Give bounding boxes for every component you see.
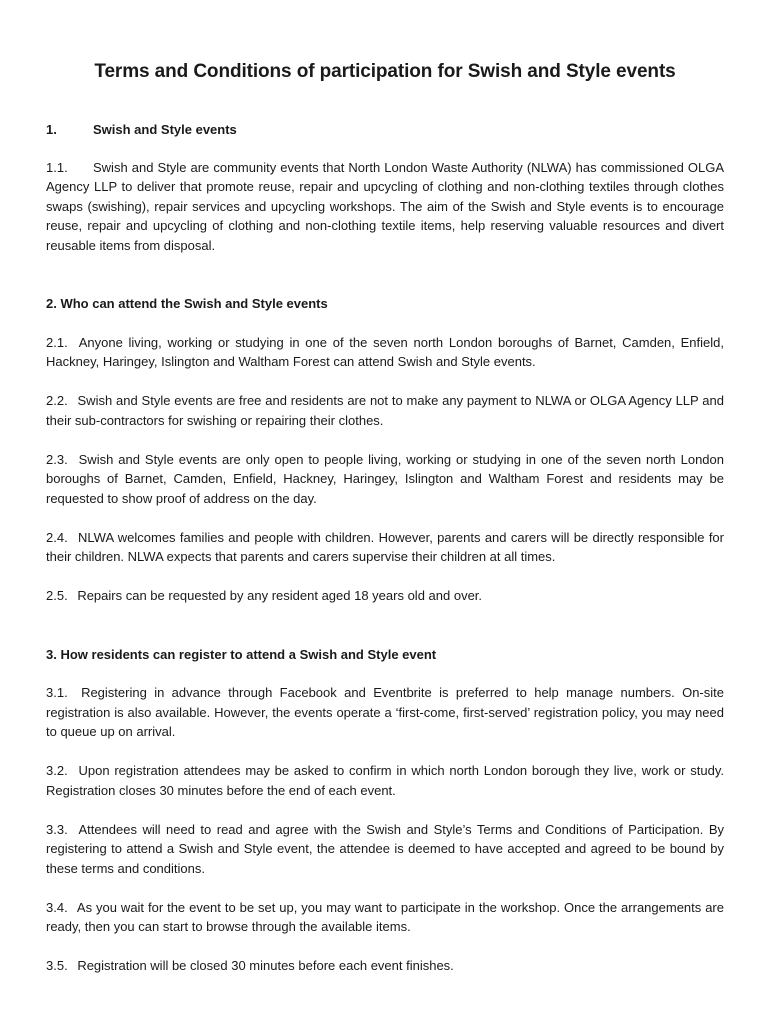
clause-1-1 xyxy=(46,158,724,256)
clause-3-1 xyxy=(46,683,724,742)
section-3-heading: 3. How residents can register to attend a Swish and Style event xyxy=(46,646,437,662)
section-1-number: 1. xyxy=(46,122,57,137)
clause-number: 2.4. xyxy=(46,529,68,545)
clause-3-5 xyxy=(46,956,724,976)
clause-number: 1.1. xyxy=(46,159,68,175)
clause-number: 3.1. xyxy=(46,685,68,700)
clause-3-2 xyxy=(46,761,724,800)
clause-2-1 xyxy=(46,333,724,372)
document-title: Terms and Conditions of participation for Swish and Style events xyxy=(94,61,676,82)
clause-number: 2.5. xyxy=(46,588,68,603)
clause-number: 3.4. xyxy=(46,899,68,915)
clause-number: 2.1. xyxy=(46,334,68,350)
clause-number: 3.2. xyxy=(46,763,68,778)
clause-number: 2.2. xyxy=(46,393,68,408)
clause-2-5 xyxy=(46,586,724,606)
clause-2-4 xyxy=(46,528,724,567)
clause-3-4 xyxy=(46,898,724,937)
clause-text: NLWA welcomes families and people with children. However, parents and carers will be directly responsible for their children. NLWA expects that parents and carers supervise their children at all times. xyxy=(46,529,724,564)
clause-text: Anyone living, working or studying in one of the seven north London boroughs of Barnet, Camden, Enfield, Hackney, Haringey, Islington and Waltham Forest can attend Swish and Style events. xyxy=(46,334,724,369)
clause-text: Registration will be closed 30 minutes before each event finishes. xyxy=(77,958,454,973)
section-2-heading: 2. Who can attend the Swish and Style events xyxy=(46,296,328,311)
section-1-title: Swish and Style events xyxy=(93,122,237,137)
clause-text: Swish and Style events are free and residents are not to make any payment to NLWA or OLGA Agency LLP and their sub-contractors for swishing or repairing their clothes. xyxy=(46,393,724,428)
clause-3-3 xyxy=(46,820,724,879)
clause-2-3 xyxy=(46,450,724,509)
clause-text: Swish and Style events are only open to people living, working or studying in one of the seven north London boroughs of Barnet, Camden, Enfield, Hackney, Haringey, Islington and Waltham Forest and residents may be requested to show proof of address on the day. xyxy=(46,451,724,506)
clause-text: Swish and Style are community events that North London Waste Authority (NLWA) has commissioned OLGA Agency LLP to deliver that promote reuse, repair and upcycling of clothing and non-clothing textiles through clothes swaps (swishing), repair services and upcycling workshops. The aim of the Swish and Style events is to encourage reuse, repair and upcycling of clothing and non-clothing textile items, help reserving valuable resources and divert reusable items from disposal. xyxy=(46,159,724,253)
clause-number: 3.5. xyxy=(46,958,68,973)
clause-number: 2.3. xyxy=(46,451,68,467)
clause-text: Upon registration attendees may be asked to confirm in which north London borough they live, work or study. Registration closes 30 minutes before the end of each event. xyxy=(46,763,724,798)
clause-text: Registering in advance through Facebook and Eventbrite is preferred to help manage numbers. On-site registration is also available. However, the events operate a ‘first-come, first-served’ registration policy, you may need to queue up on arrival. xyxy=(46,685,724,739)
section-1-heading xyxy=(46,120,724,140)
clause-2-2 xyxy=(46,391,724,430)
clause-text: As you wait for the event to be set up, you may want to participate in the workshop. Once the arrangements are ready, then you can start to browse through the available items. xyxy=(46,899,724,934)
clause-number: 3.3. xyxy=(46,821,68,837)
clause-text: Repairs can be requested by any resident aged 18 years old and over. xyxy=(77,588,483,603)
clause-text: Attendees will need to read and agree with the Swish and Style’s Terms and Conditions of Participation. By registering to attend a Swish and Style event, the attendee is deemed to have accepted and agreed to be bound by these terms and conditions. xyxy=(46,821,724,876)
